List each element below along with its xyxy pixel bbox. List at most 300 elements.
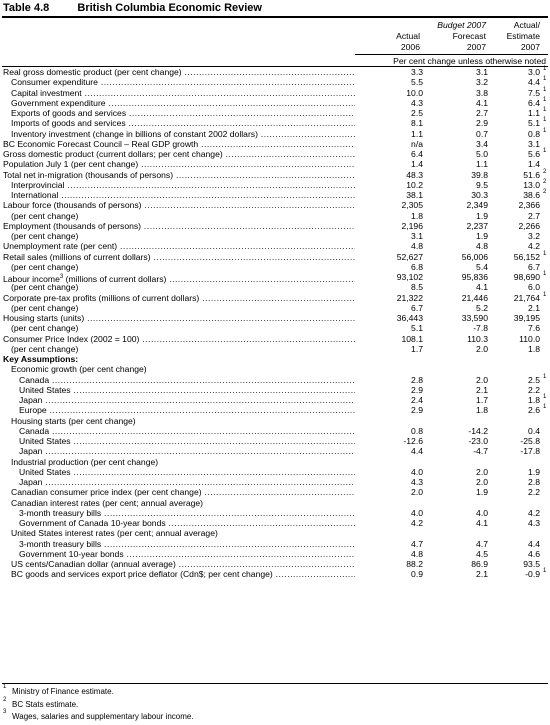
row-value-col1: 52,627: [396, 251, 423, 262]
column-header-actual-2006: [358, 20, 420, 53]
row-value-col1: 1.1: [411, 128, 423, 139]
row-label: [11, 498, 355, 508]
row-label-text: Government 10-year bonds: [19, 548, 124, 559]
row-value-col1: 1.4: [411, 159, 423, 170]
row-label-text: Japan: [19, 477, 43, 487]
row-value-col3: 1.8: [528, 343, 540, 354]
footnote-text: Ministry of Finance estimate.: [12, 687, 114, 696]
row-value-col1: 2.5: [411, 108, 423, 118]
row-label-text: Government of Canada 10-year bonds: [19, 518, 166, 528]
row-value-col1: 2.9: [411, 405, 423, 416]
row-value-col1: 1.8: [411, 210, 423, 221]
row-value-col3: 2.2: [528, 487, 540, 498]
table-row: [0, 354, 550, 364]
column-header-line1: Actual/: [513, 20, 540, 30]
row-value-col2: 3.1: [476, 67, 488, 77]
table-row: [0, 170, 550, 180]
row-label-text: (per cent change): [11, 261, 79, 272]
row-label-text: Canadian consumer price index (per cent change): [11, 487, 202, 498]
row-value-col2: 3.2: [476, 77, 488, 88]
row-value-col3: 3.0: [528, 67, 540, 77]
row-value-col3: 98,690: [513, 272, 540, 282]
row-label-text: Japan: [19, 395, 43, 405]
row-label-text: 3-month treasury bills: [19, 538, 102, 549]
row-value-col1: 4.2: [411, 518, 423, 528]
row-label-text: Canadian interest rates (per cent; annual average): [11, 497, 204, 508]
row-label: [3, 67, 355, 77]
row-label-text: Industrial production (per cent change): [11, 456, 159, 467]
table-row: [0, 549, 550, 559]
row-label-text: Gross domestic product (current dollars; per cent change): [3, 149, 223, 159]
row-value-col3: 3.1: [528, 138, 540, 149]
row-value-col2: 3.4: [476, 138, 488, 149]
row-value-col3: -25.8: [520, 436, 540, 446]
row-label-text: Retail sales (millions of current dollars): [3, 251, 151, 262]
row-label: [11, 231, 355, 241]
row-label: [3, 221, 355, 231]
row-label-text: United States: [19, 466, 71, 477]
row-label-text: Canada: [19, 374, 50, 385]
footnote: [3, 696, 543, 712]
table-row: [0, 569, 550, 579]
row-value-col3: 51.6: [523, 169, 540, 180]
table-row: [0, 241, 550, 251]
row-value-col1: 6.7: [411, 302, 423, 313]
table-row: [0, 426, 550, 436]
table-number: Table 4.8: [3, 2, 50, 14]
table-row: [0, 416, 550, 426]
column-header-actual-estimate-2007: [478, 20, 540, 53]
table-row: [0, 293, 550, 303]
table-row: [0, 200, 550, 210]
row-label-text: Government expenditure: [11, 97, 106, 108]
row-label: [19, 436, 355, 446]
row-value-col1: 93,102: [396, 272, 423, 282]
footnote-text: BC Stats estimate.: [12, 699, 79, 709]
row-value-col3: 2.6: [528, 405, 540, 416]
row-value-col1: 1.7: [411, 343, 423, 354]
table-row: [0, 282, 550, 292]
row-value-col3: 4.4: [528, 77, 540, 88]
row-value-col2: 2.0: [476, 374, 488, 385]
row-value-col2: 39.8: [471, 169, 488, 180]
row-value-col3: 5.1: [528, 118, 540, 129]
row-label: [11, 303, 355, 313]
row-label-text: United States interest rates (per cent; annual average): [11, 528, 218, 539]
row-value-col3: 1.4: [528, 159, 540, 170]
row-label-text: Exports of goods and services: [11, 108, 127, 118]
row-label: [3, 313, 355, 323]
row-value-col1: 5.1: [411, 323, 423, 334]
table-row: [0, 180, 550, 190]
table-row: [0, 364, 550, 374]
row-value-col2: 9.5: [476, 179, 488, 190]
row-label: [19, 549, 355, 559]
row-footnote-ref: 2: [543, 168, 547, 175]
column-header-line2: Forecast: [452, 31, 486, 41]
row-label: [19, 375, 355, 385]
row-value-col1: 2.4: [411, 395, 423, 405]
footnotes: [3, 686, 543, 724]
column-header-line3: 2007: [520, 42, 540, 52]
row-value-col1: 3.1: [411, 231, 423, 241]
row-value-col2: 2.0: [476, 477, 488, 487]
row-label: [11, 88, 355, 98]
column-header-line2: Actual: [396, 31, 420, 41]
row-label-text: Europe: [19, 405, 47, 416]
row-value-col1: 4.3: [411, 477, 423, 487]
table-row: [0, 98, 550, 108]
row-value-col2: 2,237: [466, 220, 488, 231]
row-value-col2: 4.7: [476, 538, 488, 549]
column-header-line3: 2006: [400, 42, 420, 52]
row-label: [3, 200, 355, 210]
row-value-col2: 33,590: [461, 313, 488, 323]
top-rule: [2, 16, 548, 18]
table-row: [0, 395, 550, 405]
row-label: [11, 108, 355, 118]
row-value-col2: 0.7: [476, 128, 488, 139]
row-label-text: Inventory investment (change in billions of constant 2002 dollars): [11, 128, 258, 139]
row-label-text: Total net in-migration (thousands of persons): [3, 169, 174, 180]
table-row: [0, 375, 550, 385]
row-value-col1: 6.4: [411, 149, 423, 159]
row-value-col3: 21,764: [513, 292, 540, 303]
table-title: [3, 1, 262, 15]
row-label: [11, 98, 355, 108]
row-value-col1: 4.7: [411, 538, 423, 549]
table-row: [0, 436, 550, 446]
column-header-budget-forecast-2007: [424, 20, 486, 53]
row-value-col3: 4.6: [528, 548, 540, 559]
row-value-col1: 48.3: [406, 169, 423, 180]
table-row: [0, 487, 550, 497]
row-value-col2: 4.5: [476, 548, 488, 559]
row-label: [3, 139, 355, 149]
table-row: [0, 344, 550, 354]
table-row: [0, 539, 550, 549]
row-label-text: Employment (thousands of persons): [3, 220, 142, 231]
row-value-col1: 38.1: [406, 190, 423, 200]
row-label: [19, 467, 355, 477]
row-label: [11, 118, 355, 128]
table-row: [0, 139, 550, 149]
row-label: [11, 323, 355, 333]
row-label: [19, 539, 355, 549]
row-label: [3, 252, 355, 262]
table-row: [0, 149, 550, 159]
row-value-col2: 1.8: [476, 405, 488, 416]
table-row: [0, 528, 550, 538]
row-value-col1: 0.8: [411, 425, 423, 436]
row-footnote-ref: 1: [543, 66, 547, 72]
row-footnote-ref: 2: [543, 189, 547, 195]
row-label-text: Housing starts (per cent change): [11, 415, 136, 426]
table-row: [0, 323, 550, 333]
table-row: [0, 118, 550, 128]
footnote-number: 2: [3, 696, 7, 703]
row-value-col3: 4.4: [528, 538, 540, 549]
row-footnote-ref: 1: [543, 373, 547, 380]
row-footnote-ref: 1: [543, 394, 547, 400]
row-label: [3, 293, 355, 303]
row-value-col1: 36,443: [396, 313, 423, 323]
row-label: [11, 416, 355, 426]
row-label: [3, 159, 355, 169]
header-underline: [355, 54, 548, 55]
row-label-text: (per cent change): [11, 231, 79, 241]
row-value-col3: 13.0: [523, 179, 540, 190]
row-value-col2: 2.1: [476, 384, 488, 395]
row-footnote-ref: 1: [543, 250, 547, 257]
row-value-col1: 2.0: [411, 487, 423, 498]
row-label: [3, 149, 355, 159]
table-row: [0, 405, 550, 415]
row-value-col1: 4.0: [411, 507, 423, 518]
row-value-col2: 21,446: [461, 292, 488, 303]
table-row: [0, 457, 550, 467]
table-row: [0, 262, 550, 272]
row-label: [3, 354, 355, 364]
row-value-col2: 1.9: [476, 210, 488, 221]
footnote-number: 3: [3, 709, 7, 715]
row-label-text: Labour income: [3, 273, 60, 284]
row-label-text: (per cent change): [11, 282, 79, 293]
row-value-col2: 56,006: [461, 251, 488, 262]
row-footnote-ref: 2: [543, 178, 547, 185]
row-label-text: 3-month treasury bills: [19, 507, 102, 518]
row-value-col2: 4.8: [476, 241, 488, 252]
row-value-col3: 2.1: [528, 302, 540, 313]
row-label: [11, 77, 355, 87]
units-note: Per cent change unless otherwise noted: [393, 56, 546, 66]
row-label: [11, 282, 355, 292]
row-value-col2: -7.8: [473, 323, 488, 334]
row-value-col3: 7.6: [528, 323, 540, 334]
row-value-col1: 4.8: [411, 241, 423, 252]
table-row: [0, 77, 550, 87]
column-header-line1: Budget 2007: [437, 20, 486, 30]
row-value-col3: 0.4: [528, 425, 540, 436]
row-value-col1: 4.3: [411, 97, 423, 108]
row-value-col1: 3.3: [411, 67, 423, 77]
table-row: [0, 159, 550, 169]
row-value-col1: 88.2: [406, 559, 423, 569]
footnote: [3, 711, 543, 724]
row-value-col3: 2.5: [528, 374, 540, 385]
row-label: [3, 241, 355, 251]
row-value-col2: 5.2: [476, 302, 488, 313]
row-label-footnote-ref: 3: [59, 274, 64, 280]
row-label: [3, 170, 355, 180]
row-footnote-ref: 1: [543, 117, 547, 124]
table-row: [0, 508, 550, 518]
footnote-text: Wages, salaries and supplementary labour income.: [12, 712, 194, 721]
row-value-col1: 2,305: [401, 200, 423, 211]
row-label-text: (per cent change): [11, 210, 79, 221]
row-value-col2: 86.9: [471, 559, 488, 569]
table-row: [0, 129, 550, 139]
row-label-text: International: [11, 190, 59, 200]
row-value-col3: 39,195: [513, 313, 540, 323]
row-value-col2: 2.1: [476, 569, 488, 580]
row-label: [11, 344, 355, 354]
row-label: [11, 129, 355, 139]
row-value-col3: 38.6: [523, 190, 540, 200]
row-value-col2: 2.0: [476, 466, 488, 477]
row-value-col2: 30.3: [471, 190, 488, 200]
row-value-col1: 8.5: [411, 282, 423, 293]
row-value-col2: -14.2: [468, 425, 488, 436]
row-label: [3, 334, 355, 344]
row-value-col1: 0.9: [411, 569, 423, 580]
row-value-col2: -23.0: [468, 436, 488, 446]
bottom-rule: [2, 683, 548, 684]
row-label-text: Interprovincial: [11, 179, 65, 190]
row-value-col3: 2.8: [528, 477, 540, 487]
row-label-text: Corporate pre-tax profits (millions of current dollars): [3, 292, 200, 303]
row-value-col3: 1.8: [528, 395, 540, 405]
row-label: [11, 569, 355, 579]
row-footnote-ref: 1: [543, 404, 547, 411]
row-label: [19, 518, 355, 528]
footnote-number: 1: [3, 684, 7, 690]
row-label: [11, 180, 355, 190]
row-label: [11, 190, 355, 200]
row-label: [19, 477, 355, 487]
row-value-col1: 108.1: [401, 333, 423, 344]
row-label-text: (per cent change): [11, 302, 79, 313]
row-label: [11, 559, 355, 569]
row-value-col3: -17.8: [520, 446, 540, 457]
row-label-text: Key Assumptions:: [3, 354, 79, 364]
row-label: [19, 405, 355, 415]
table-row: [0, 467, 550, 477]
row-label-text: BC Economic Forecast Council – Real GDP growth: [3, 138, 199, 149]
row-label: [19, 426, 355, 436]
row-footnote-ref: 1: [543, 148, 547, 154]
row-label: [19, 446, 355, 456]
row-footnote-ref: 1: [543, 86, 547, 93]
footnote: [3, 686, 543, 699]
row-label-text: (per cent change): [11, 323, 79, 334]
row-label-text: BC goods and services export price deflator (Cdn$; per cent change): [11, 569, 273, 580]
table-row: [0, 231, 550, 241]
row-value-col1: 4.8: [411, 548, 423, 559]
row-value-col3: -0.9: [525, 569, 540, 580]
row-value-col2: 1.9: [476, 231, 488, 241]
column-header-line2: Estimate: [506, 31, 540, 41]
table-row: [0, 88, 550, 98]
row-value-col3: 3.2: [528, 231, 540, 241]
row-value-col3: 1.1: [528, 108, 540, 118]
column-header-line1: [358, 20, 420, 31]
row-value-col1: 10.0: [406, 87, 423, 98]
row-label: [19, 395, 355, 405]
table-row: [0, 498, 550, 508]
row-value-col1: 8.1: [411, 118, 423, 129]
table-row: [0, 190, 550, 200]
row-label: [11, 262, 355, 272]
table-row: [0, 272, 550, 282]
table-title-text: British Columbia Economic Review: [77, 2, 262, 14]
table-row: [0, 559, 550, 569]
row-value-col2: 1.9: [476, 487, 488, 498]
row-value-col2: 2,349: [466, 200, 488, 211]
row-label: [11, 211, 355, 221]
row-label-text: United States: [19, 384, 71, 395]
table-row: [0, 385, 550, 395]
row-label-text-rest: (millions of current dollars): [63, 273, 167, 284]
table-row: [0, 303, 550, 313]
row-value-col1: 21,322: [396, 292, 423, 303]
row-value-col1: 2.9: [411, 384, 423, 395]
row-label: [11, 528, 355, 538]
row-label-text: Consumer expenditure: [11, 77, 98, 88]
row-label: [19, 508, 355, 518]
row-value-col3: 2.2: [528, 384, 540, 395]
row-value-col2: 95,836: [461, 272, 488, 282]
row-value-col1: 4.0: [411, 466, 423, 477]
row-value-col1: -12.6: [403, 436, 423, 446]
row-label-text: Unemployment rate (per cent): [3, 241, 118, 252]
table-row: [0, 252, 550, 262]
row-label-text: (per cent change): [11, 343, 79, 354]
table-row: [0, 211, 550, 221]
row-value-col3: 2,266: [518, 220, 540, 231]
row-footnote-ref: 1: [543, 107, 547, 113]
row-label-text: Capital investment: [11, 87, 82, 98]
row-value-col1: 6.8: [411, 261, 423, 272]
row-label-text: Labour force (thousands of persons): [3, 200, 142, 211]
row-value-col2: 4.1: [476, 518, 488, 528]
row-value-col3: 6.0: [528, 282, 540, 293]
row-value-col2: 2.7: [476, 108, 488, 118]
row-value-col2: -4.7: [473, 446, 488, 457]
table-row: [0, 477, 550, 487]
row-label-text: Housing starts (units): [3, 313, 85, 323]
row-value-col2: 1.7: [476, 395, 488, 405]
row-value-col3: 4.2: [528, 241, 540, 252]
row-footnote-ref: 1: [543, 127, 547, 134]
row-value-col3: 2.7: [528, 210, 540, 221]
row-label: [11, 457, 355, 467]
row-value-col2: 5.4: [476, 261, 488, 272]
row-label: [11, 364, 355, 374]
row-value-col3: 1.9: [528, 466, 540, 477]
row-footnote-ref: 1: [543, 291, 547, 298]
row-footnote-ref: 1: [543, 96, 547, 103]
row-value-col1: 10.2: [406, 179, 423, 190]
row-value-col3: 5.6: [528, 149, 540, 159]
row-footnote-ref: 1: [543, 76, 547, 83]
table-row: [0, 221, 550, 231]
row-label-text: Population July 1 (per cent change): [3, 159, 139, 170]
table-row: [0, 334, 550, 344]
table-row: [0, 313, 550, 323]
row-value-col1: n/a: [411, 138, 423, 149]
row-value-col1: 4.4: [411, 446, 423, 457]
row-label-text: US cents/Canadian dollar (annual average): [11, 559, 176, 569]
row-value-col1: 2,196: [401, 220, 423, 231]
row-value-col3: 6.4: [528, 97, 540, 108]
table-row: [0, 446, 550, 456]
row-value-col2: 2.9: [476, 118, 488, 129]
table-row: [0, 67, 550, 77]
row-label: [11, 487, 355, 497]
row-footnote-ref: 1: [543, 271, 547, 277]
row-value-col2: 4.1: [476, 282, 488, 293]
